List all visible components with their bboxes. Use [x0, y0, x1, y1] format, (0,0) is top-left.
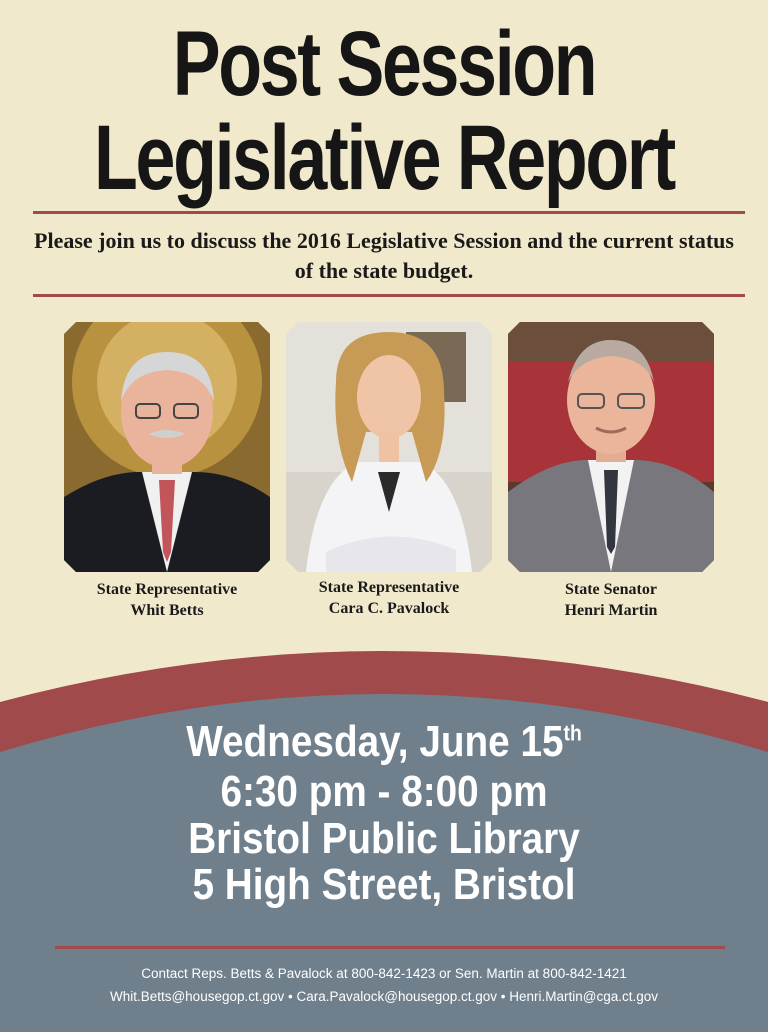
- caption-role: State Representative: [96, 581, 238, 598]
- event-date-text: Wednesday, June 15: [186, 717, 564, 766]
- event-address: 5 High Street, Bristol: [192, 860, 576, 909]
- caption-role: State Senator: [565, 581, 657, 598]
- event-venue: Bristol Public Library: [188, 814, 580, 863]
- event-time: 6:30 pm - 8:00 pm: [220, 767, 548, 816]
- caption-role: State Representative: [318, 579, 460, 596]
- title-line-2: Legislative Report: [94, 107, 674, 209]
- contact-email-line: Whit.Betts@housegop.ct.gov • Cara.Pavalock@housegop.ct.gov • Henri.Martin@cga.ct.gov: [109, 989, 659, 1004]
- event-divider: [55, 946, 725, 949]
- intro-text: Please join us to discuss the 2016 Legislative Session and the current status of the state budget.: [34, 228, 734, 283]
- caption-name: Henri Martin: [564, 602, 658, 619]
- event-date: [46, 719, 722, 765]
- caption-name: Cara C. Pavalock: [328, 600, 450, 617]
- caption-name: Whit Betts: [130, 602, 204, 619]
- title-line-1: Post Session: [172, 13, 596, 115]
- event-date-suffix: th: [563, 720, 582, 746]
- contact-phone-line: Contact Reps. Betts & Pavalock at 800-842-1423 or Sen. Martin at 800-842-1421: [141, 966, 627, 981]
